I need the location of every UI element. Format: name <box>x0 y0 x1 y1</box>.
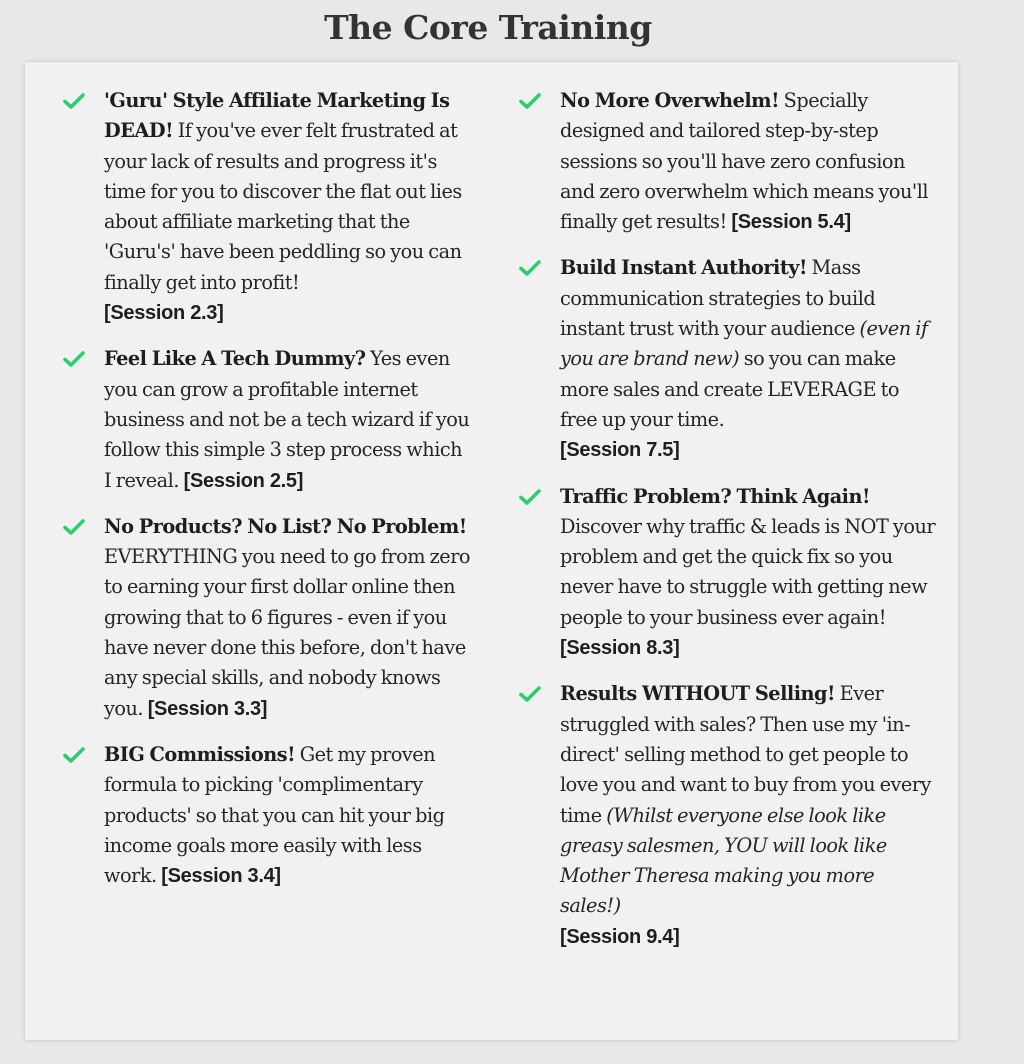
item-text: EVERYTHING you need to go from zero to earning your first dollar online then growing that to 6 figures - even if you have never done this before, don't have any special skills, and nobody knows you. <box>104 545 471 720</box>
item-text: If you've ever felt frustrated at your lack of results and progress it's time for you to discover the flat out lies about affiliate marketing that the 'Guru's' have been peddling so you can finally get into profit! <box>104 119 462 294</box>
check-icon <box>519 92 541 110</box>
check-icon <box>63 92 85 110</box>
item-heading: Feel Like A Tech Dummy? <box>104 347 366 371</box>
item-heading: No More Overwhelm! <box>560 89 780 112</box>
item-heading: Build Instant Authority! <box>560 256 807 280</box>
list-item <box>519 482 939 664</box>
item-heading: BIG Commissions! <box>104 742 296 766</box>
list-item <box>63 344 473 495</box>
session-label: [Session 8.3] <box>560 637 680 660</box>
list-item <box>63 740 473 891</box>
check-icon <box>63 518 85 536</box>
right-column <box>519 86 939 968</box>
session-label: [Session 2.3] <box>104 302 224 325</box>
session-label: [Session 3.3] <box>147 697 268 720</box>
session-label: [Session 7.5] <box>560 439 680 462</box>
item-heading: 'Guru' Style Affiliate Marketing Is DEAD! <box>104 89 450 143</box>
item-text: Discover why traffic & leads is NOT your problem and get the quick fix so you never have to struggle with getting new people to your business ever again! <box>560 514 936 629</box>
item-text: Yes even you can grow a profitable internet business and not be a tech wizard if you follow this simple 3 step process which I reveal. <box>104 347 470 492</box>
check-icon <box>63 746 85 764</box>
item-heading: Results WITHOUT Selling! <box>560 682 836 706</box>
item-italic-text: (even if you are brand new) <box>560 317 928 371</box>
item-heading: Traffic Problem? Think Again! <box>560 484 870 508</box>
item-text: Specially designed and tailored step-by-step sessions so you'll have zero confusion and zero overwhelm which means you'll finally get results! <box>560 89 929 234</box>
left-column <box>63 86 473 907</box>
item-text-continued: so you can make more sales and create LEVERAGE to free up your time. <box>560 347 900 431</box>
session-label: [Session 5.4] <box>731 211 851 234</box>
item-text: Get my proven formula to picking 'complimentary products' so that you can hit your big income goals more easily with less work. <box>104 742 445 888</box>
check-icon <box>519 488 541 506</box>
feature-card <box>25 62 958 1040</box>
list-item <box>519 86 939 237</box>
session-label: [Session 9.4] <box>560 925 680 948</box>
item-text: Ever struggled with sales? Then use my 'in-direct' selling method to get people to love you and want to buy from you every time <box>560 682 931 827</box>
item-heading: No Products? No List? No Problem! <box>104 514 467 538</box>
session-label: [Session 2.5] <box>183 469 304 492</box>
check-icon <box>63 350 85 368</box>
list-item <box>519 253 939 465</box>
item-italic-text: (Whilst everyone else look like greasy salesmen, YOU will look like Mother Theresa making you more sales!) <box>560 803 887 918</box>
check-icon <box>519 685 541 703</box>
session-label: [Session 3.4] <box>161 865 281 888</box>
list-item <box>63 86 473 328</box>
item-text: Mass communication strategies to build instant trust with your audience <box>560 256 876 341</box>
list-item <box>63 512 473 724</box>
list-item <box>519 679 939 952</box>
check-icon <box>519 259 541 277</box>
page-title: The Core Training <box>324 8 652 47</box>
